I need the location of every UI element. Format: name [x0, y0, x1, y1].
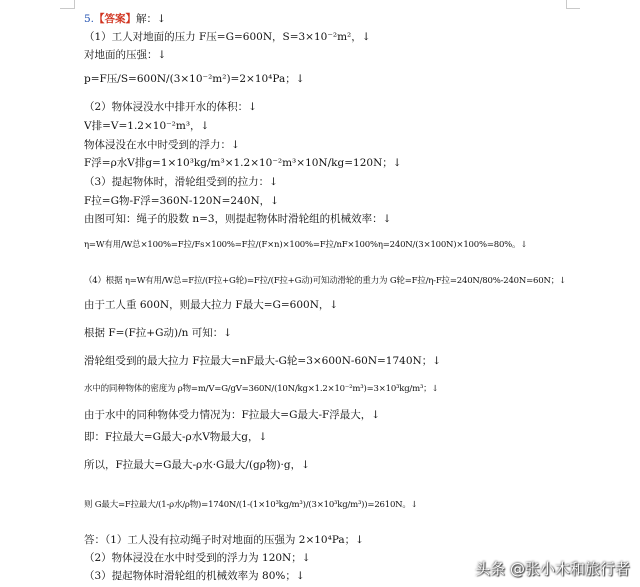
conclusion-line: （3）提起物体时滑轮组的机械效率为 80%；↓ [84, 570, 305, 582]
solution-line: V排=V=1.2×10⁻²m³，↓ [84, 120, 210, 132]
margin-guide-left-v [74, 0, 75, 9]
solution-line: （3）提起物体时，滑轮组受到的拉力：↓ [84, 176, 278, 188]
margin-guide-right-h [566, 8, 580, 9]
solution-line: η=W有用/W总×100%=F拉/Fs×100%=F拉/(F×n)×100%=F拉/nF×100%η=240N/(3×100N)×100%=80%。↓ [84, 240, 528, 250]
solution-line: p=F压/S=600N/(3×10⁻²m²)=2×10⁴Pa；↓ [84, 73, 305, 85]
solution-line: 即：F拉最大=G最大-ρ水V物最大g，↓ [84, 431, 268, 443]
solution-line: 所以，F拉最大=G最大-ρ水·G最大/(gρ物)·g，↓ [84, 459, 310, 471]
solution-line: （4）根据 η=W有用/W总=F拉/(F拉+G轮)=F拉/(F拉+G动)可知动滑轮的重力为 G轮=F拉/η-F拉=240N/80%-240N=60N；↓ [84, 276, 566, 286]
solution-line: 物体浸没在水中时受到的浮力：↓ [84, 139, 240, 151]
answer-header [84, 12, 624, 26]
solution-line: 滑轮组受到的最大拉力 F拉最大=nF最大-G轮=3×600N-60N=1740N；↓ [84, 355, 442, 367]
solution-line: 则 G最大=F拉最大/(1-ρ水/ρ物)=1740N/(1-(1×10³kg/m³)/(3×10³kg/m³))=2610N。↓ [84, 500, 418, 510]
solution-line: 根据 F=(F拉+G动)/n 可知：↓ [84, 327, 233, 339]
solution-line: 由于水中的同种物体受力情况为：F拉最大=G最大-F浮最大，↓ [84, 409, 381, 421]
solution-line: 对地面的压强：↓ [84, 49, 167, 61]
solution-line: 由于工人重 600N，则最大拉力 F最大=G=600N，↓ [84, 299, 339, 311]
solution-line: F拉=G物-F浮=360N-120N=240N，↓ [84, 195, 279, 207]
watermark: 头条 @张小木和旅行者 [475, 560, 630, 578]
conclusion-line: （2）物体浸没在水中时受到的浮力为 120N；↓ [84, 552, 311, 564]
margin-guide-right-v [566, 0, 567, 9]
answer-number: 5. [84, 13, 95, 25]
solution-line: F浮=ρ水V排g=1×10³kg/m³×1.2×10⁻²m³×10N/kg=120N；↓ [84, 157, 402, 169]
solution-line: （2）物体浸没水中排开水的体积：↓ [84, 101, 257, 113]
solution-line: 水中的同种物体的密度为 ρ物=m/V=G/gV=360N/(10N/kg×1.2×10⁻²m³)=3×10³kg/m³；↓ [84, 384, 439, 394]
answer-header-rest: 解：↓ [136, 13, 166, 25]
conclusion-line: 答：（1）工人没有拉动绳子时对地面的压强为 2×10⁴Pa；↓ [84, 534, 364, 546]
margin-guide-left-h [60, 8, 74, 9]
solution-line: （1）工人对地面的压力 F压=G=600N，S=3×10⁻²m²，↓ [84, 31, 371, 43]
solution-line: 由图可知：绳子的股数 n=3，则提起物体时滑轮组的机械效率：↓ [84, 213, 392, 225]
answer-tag: 【答案】 [94, 13, 137, 25]
